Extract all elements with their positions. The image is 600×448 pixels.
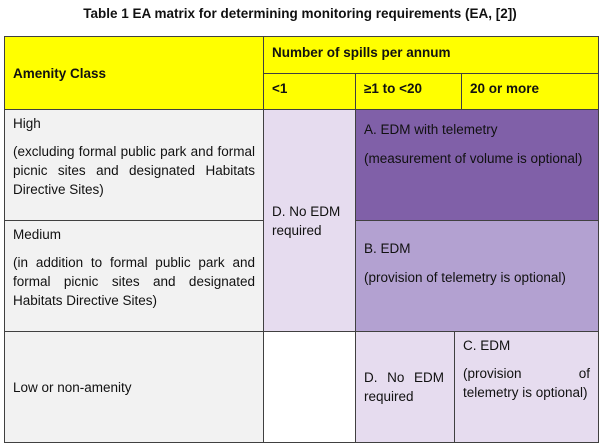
cell-a-edm-with-telemetry [355,109,599,221]
header-amenity-class-label: Amenity Class [13,65,107,81]
cell-d-low-text: D. No EDM required [364,370,444,404]
table-caption: Table 1 EA matrix for determining monitoring requirements (EA, [2]) [83,6,517,21]
header-spills-label: Number of spills per annum [272,45,451,60]
header-col-20-or-more [461,73,599,110]
cell-d-no-edm-required [263,109,356,332]
cell-c-title: C. EDM [463,338,511,353]
row-medium-detail: (in addition to formal public park and formal picnic sites and designated Habitats Directive Sites) [13,255,255,308]
row-low-title: Low or non-amenity [13,379,132,395]
cell-a-note: (measurement of volume is optional) [364,151,583,166]
cell-c-note: (provision of telemetry is optional) [463,366,590,400]
row-high-title: High [13,116,41,131]
row-low-amenity [4,331,264,443]
row-high-amenity [4,109,264,221]
cell-a-title: A. EDM with telemetry [364,122,498,137]
header-col-less-than-1-label: <1 [272,81,288,96]
cell-b-note: (provision of telemetry is optional) [364,270,566,285]
header-amenity-class [4,36,264,110]
cell-b-title: B. EDM [364,241,411,256]
cell-c-edm [454,331,599,443]
header-col-1-to-20 [355,73,462,110]
cell-d-low-no-edm-required [355,331,455,443]
cell-d-no-edm-text: D. No EDM required [272,203,341,238]
cell-low-less-than-1-empty [263,331,356,443]
row-high-detail: (excluding formal public park and formal picnic sites and designated Habitats Directive Sites) [13,144,255,197]
header-col-less-than-1 [263,73,356,110]
header-col-20-or-more-label: 20 or more [470,81,540,96]
cell-b-edm [355,220,599,332]
header-col-1-to-20-label: ≥1 to <20 [364,81,423,96]
row-medium-amenity [4,220,264,332]
header-spills-per-annum [263,36,599,74]
row-medium-title: Medium [13,227,62,242]
